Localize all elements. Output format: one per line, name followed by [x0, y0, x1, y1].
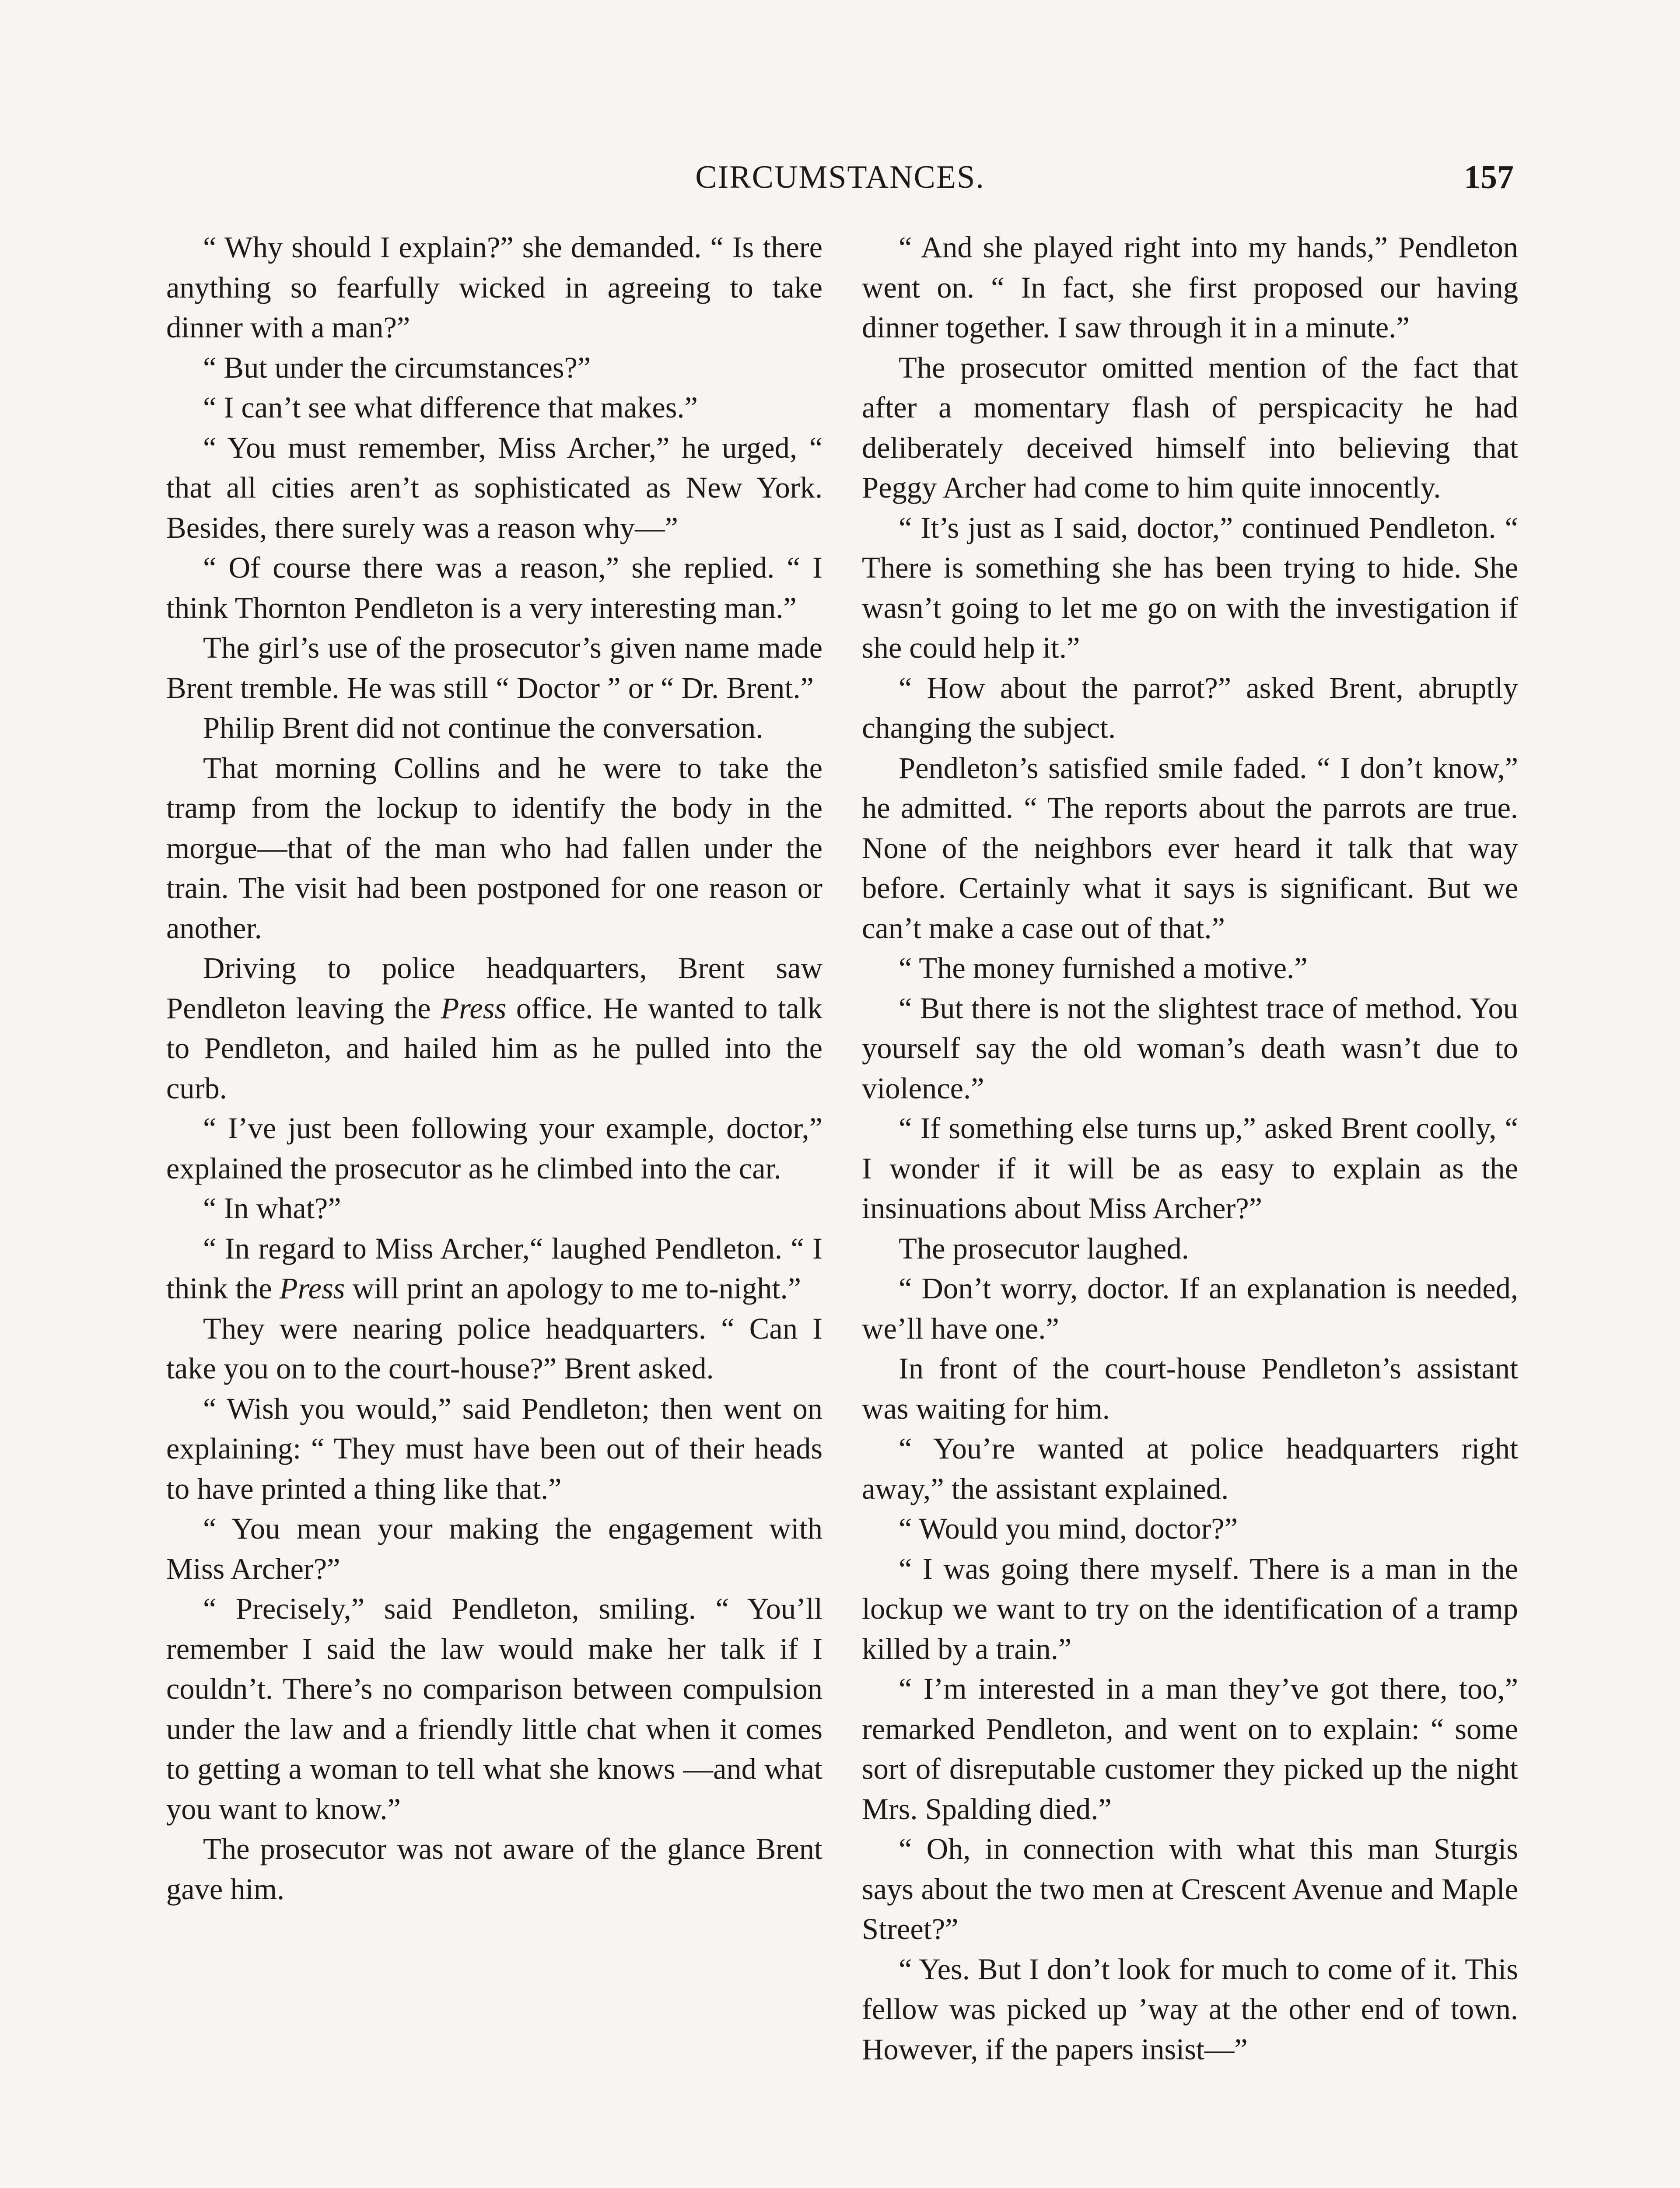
page-number: 157 [1464, 159, 1514, 196]
paragraph: “ You mean your making the engagement with Miss Archer?” [166, 1512, 822, 1585]
paragraph: The prosecutor laughed. [899, 1231, 1189, 1265]
paragraph: “ I was going there myself. There is a man in the lockup we want to try on the identification of a tramp killed by a train.” [862, 1552, 1518, 1666]
paragraph: “ Don’t worry, doctor. If an explanation is needed, we’ll have one.” [862, 1272, 1518, 1345]
paragraph: “ But under the circumstances?” [203, 351, 591, 384]
right-text-column [862, 228, 1518, 2069]
paragraph: Pendleton’s satisfied smile faded. “ I don’t know,” he admitted. “ The reports about the parrots are true. None of the neighbors ever heard it talk that way before. Certainly what it says is significant. But we can’t make a case out of that.” [862, 751, 1518, 945]
paragraph: “ But there is not the slightest trace of method. You yourself say the old woman’s death wasn’t due to violence.” [862, 991, 1518, 1105]
paragraph: “ And she played right into my hands,” Pendleton went on. “ In fact, she first proposed our having dinner together. I saw through it in a minute.” [862, 231, 1518, 344]
paragraph: The prosecutor omitted mention of the fact that after a momentary flash of perspicacity he had deliberately deceived himself into believing that Peggy Archer had come to him quite innocently. [862, 351, 1518, 504]
paragraph: “ Why should I explain?” she demanded. “ Is there anything so fearfully wicked in agreeing to take dinner with a man?” [166, 231, 822, 344]
paragraph: “ Of course there was a reason,” she replied. “ I think Thornton Pendleton is a very interesting man.” [166, 551, 822, 624]
paragraph: “ You’re wanted at police headquarters right away,” the assistant explained. [862, 1432, 1518, 1505]
paragraph: “ Would you mind, doctor?” [899, 1512, 1238, 1545]
paragraph: “ Yes. But I don’t look for much to come of it. This fellow was picked up ’way at the other end of town. However, if the papers insist—” [862, 1952, 1518, 2066]
paragraph: In front of the court-house Pendleton’s assistant was waiting for him. [862, 1352, 1518, 1425]
page-header [166, 153, 1514, 201]
running-title: CIRCUMSTANCES. [695, 159, 985, 195]
paragraph: The girl’s use of the prosecutor’s given name made Brent tremble. He was still “ Doctor ” or “ Dr. Brent.” [166, 631, 822, 705]
paragraph: “ I can’t see what difference that makes.” [203, 391, 698, 424]
paragraph: “ It’s just as I said, doctor,” continued Pendleton. “ There is something she has been trying to hide. She wasn’t going to let me go on with the investigation if she could help it.” [862, 511, 1518, 664]
paragraph: They were nearing police headquarters. “ Can I take you on to the court-house?” Brent asked. [166, 1311, 822, 1385]
paragraph: “ Oh, in connection with what this man Sturgis says about the two men at Crescent Avenue and Maple Street?” [862, 1832, 1518, 1946]
paragraph: “ If something else turns up,” asked Brent coolly, “ I wonder if it will be as easy to explain as the insinuations about Miss Archer?” [862, 1112, 1518, 1225]
paragraph: Philip Brent did not continue the conversation. [203, 711, 763, 744]
paragraph: “ I’m interested in a man they’ve got there, too,” remarked Pendleton, and went on to explain: “ some sort of disreputable customer they picked up the night Mrs. Spalding died.” [862, 1672, 1518, 1826]
left-text-column [166, 228, 822, 1909]
paragraph: “ I’ve just been following your example, doctor,” explained the prosecutor as he climbed into the car. [166, 1112, 822, 1185]
paragraph: Driving to police headquarters, Brent saw Pendleton leaving the Press office. He wanted to talk to Pendleton, and hailed him as he pulled into the curb. [166, 951, 822, 1105]
paragraph: “ You must remember, Miss Archer,” he urged, “ that all cities aren’t as sophisticated as New York. Besides, there surely was a reason why—” [166, 431, 822, 544]
paragraph: “ In regard to Miss Archer,“ laughed Pendleton. “ I think the Press will print an apology to me to-night.” [166, 1231, 822, 1305]
paragraph: “ How about the parrot?” asked Brent, abruptly changing the subject. [862, 671, 1518, 744]
paragraph: “ The money furnished a motive.” [899, 951, 1308, 985]
paragraph: The prosecutor was not aware of the glance Brent gave him. [166, 1832, 822, 1906]
paragraph: “ Precisely,” said Pendleton, smiling. “ You’ll remember I said the law would make her talk if I couldn’t. There’s no comparison between compulsion under the law and a friendly little chat when it comes to getting a woman to tell what she knows —and what you want to know.” [166, 1592, 822, 1826]
paragraph: “ Wish you would,” said Pendleton; then went on explaining: “ They must have been out of their heads to have printed a thing like that.” [166, 1392, 822, 1505]
paragraph: “ In what?” [203, 1192, 341, 1225]
paragraph: That morning Collins and he were to take the tramp from the lockup to identify the body in the morgue—that of the man who had fallen under the train. The visit had been postponed for one reason or another. [166, 751, 822, 945]
